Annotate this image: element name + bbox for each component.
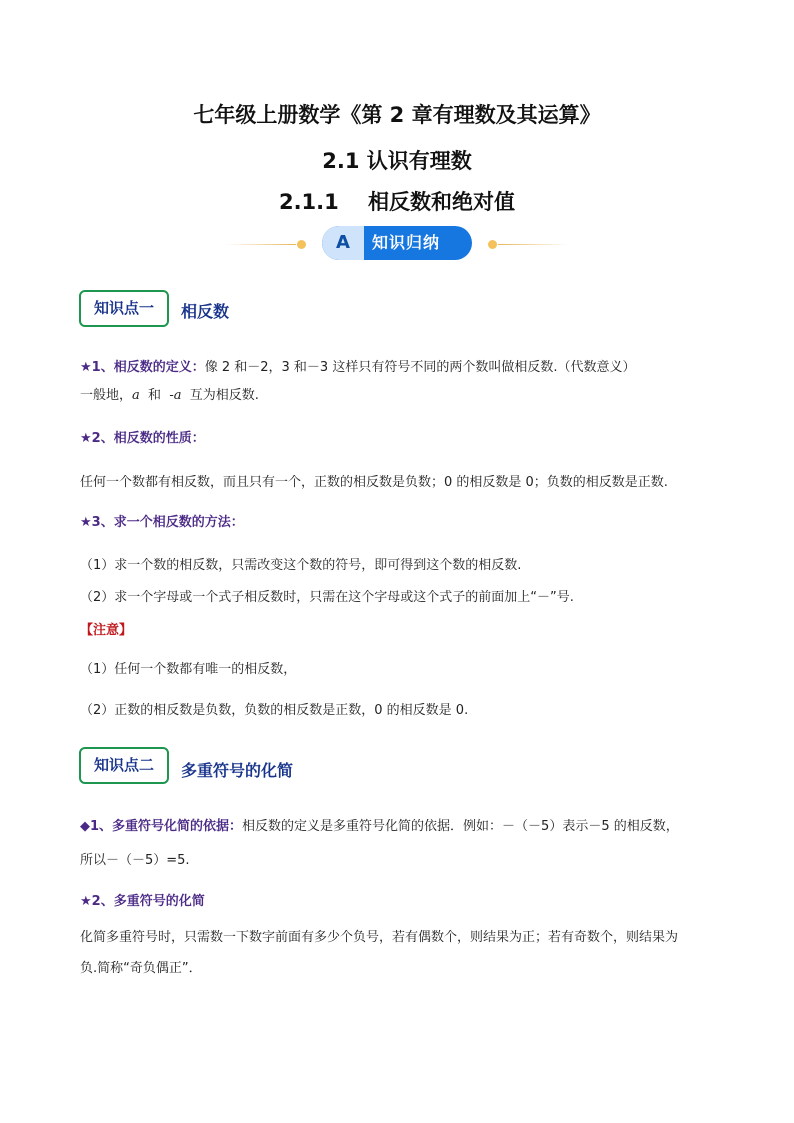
kp1-item1-text: 像 2 和－2，3 和－3 这样只有符号不同的两个数叫做相反数.（代数意义） bbox=[204, 360, 636, 375]
banner-pill bbox=[322, 226, 472, 260]
kp1-item1-line2 bbox=[80, 387, 259, 405]
kp2-item2-heading: ★2、多重符号的化简 bbox=[80, 894, 205, 909]
kp1-item3-line2: （2）求一个字母或一个式子相反数时，只需在这个字母或这个式子的前面加上“－”号. bbox=[80, 590, 574, 605]
kp1-item1-line2-text: 一般地， bbox=[80, 388, 133, 403]
banner-dot-right bbox=[488, 240, 497, 249]
kp1-item3-heading: ★3、求一个相反数的方法： bbox=[80, 515, 244, 530]
section-title: 2.1 认识有理数 bbox=[322, 149, 472, 173]
section-banner bbox=[226, 226, 568, 262]
variable-neg-a: -a bbox=[169, 388, 182, 403]
banner-dot-left bbox=[297, 240, 306, 249]
banner-divider-left bbox=[226, 244, 296, 245]
knowledge-point-1-title: 相反数 bbox=[181, 302, 230, 321]
kp1-item2-text: 任何一个数都有相反数，而且只有一个，正数的相反数是负数；0 的相反数是 0；负数的相反数是正数. bbox=[80, 475, 668, 490]
kp2-item1-text: 相反数的定义是多重符号化简的依据．例如：－（－5）表示－5 的相反数， bbox=[242, 819, 679, 834]
kp1-item1-line2-and: 和 bbox=[139, 388, 170, 403]
kp2-item1-line2: 所以－（－5）=5. bbox=[80, 853, 190, 868]
subsection-title: 2.1.1 相反数和绝对值 bbox=[278, 190, 516, 214]
knowledge-point-2-title: 多重符号的化简 bbox=[181, 761, 294, 780]
kp2-item1-heading: ◆1、多重符号化简的依据： bbox=[80, 819, 243, 834]
note-line1: （1）任何一个数都有唯一的相反数， bbox=[80, 662, 297, 677]
note-label: 【注意】 bbox=[80, 623, 133, 638]
kp1-item3-line1: （1）求一个数的相反数，只需改变这个数的符号，即可得到这个数的相反数. bbox=[80, 558, 522, 573]
kp2-item1 bbox=[80, 818, 679, 836]
kp1-item2-heading: ★2、相反数的性质： bbox=[80, 431, 205, 446]
kp1-item1-heading: ★1、相反数的定义： bbox=[80, 360, 205, 375]
variable-a: a bbox=[132, 388, 140, 403]
kp1-item1 bbox=[80, 359, 635, 377]
banner-letter: A bbox=[322, 226, 364, 260]
kp1-item1-line2-end: 互为相反数. bbox=[181, 388, 259, 403]
document-title: 七年级上册数学《第 2 章有理数及其运算》 bbox=[193, 103, 601, 127]
kp2-item2-line1: 化简多重符号时，只需数一下数字前面有多少个负号，若有偶数个，则结果为正；若有奇数个，则结果为 bbox=[80, 930, 679, 945]
banner-label: 知识归纳 bbox=[372, 233, 441, 252]
kp2-item2-line2: 负.简称“奇负偶正”． bbox=[80, 961, 202, 976]
knowledge-point-2-box: 知识点二 bbox=[79, 747, 169, 784]
note-line2: （2）正数的相反数是负数，负数的相反数是正数，0 的相反数是 0. bbox=[80, 703, 469, 718]
banner-divider-right bbox=[498, 244, 568, 245]
knowledge-point-1-box: 知识点一 bbox=[79, 290, 169, 327]
